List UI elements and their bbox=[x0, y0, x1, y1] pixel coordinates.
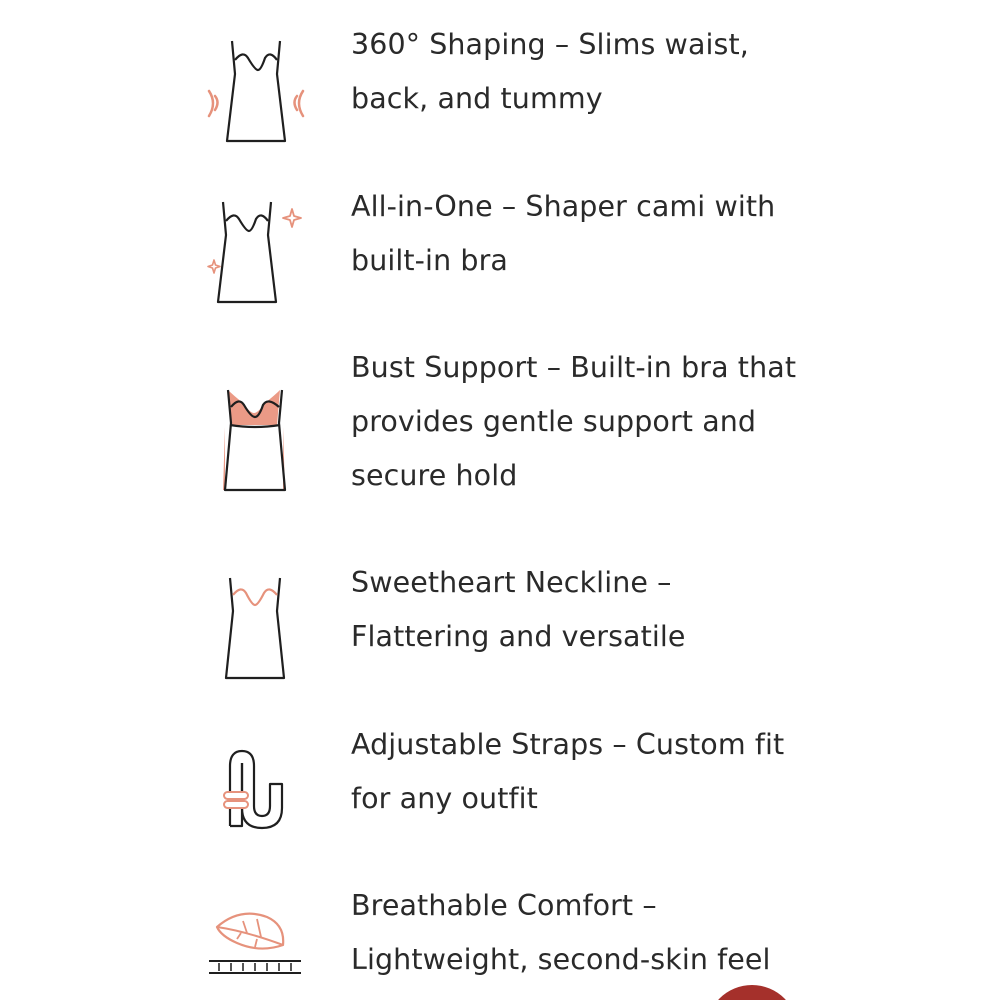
feature-icon bbox=[205, 909, 305, 1000]
feature-line: Adjustable Straps – Custom fit bbox=[351, 728, 785, 761]
feature-line: for any outfit bbox=[351, 782, 538, 815]
feature-line: back, and tummy bbox=[351, 82, 603, 115]
cami-sparkle-icon bbox=[205, 197, 305, 307]
feature-text bbox=[351, 18, 821, 126]
feature-text bbox=[351, 879, 821, 987]
feature-line: secure hold bbox=[351, 459, 518, 492]
cami-shaping-icon bbox=[205, 36, 305, 146]
feature-text bbox=[351, 341, 821, 503]
cami-bust-support-icon bbox=[205, 385, 305, 495]
chat-bubble-icon[interactable] bbox=[706, 985, 798, 1000]
feature-text bbox=[351, 180, 821, 288]
adjustable-strap-icon bbox=[205, 746, 305, 856]
feature-line: provides gentle support and bbox=[351, 405, 757, 438]
feature-line: Flattering and versatile bbox=[351, 620, 686, 653]
cami-sweetheart-neckline-icon bbox=[205, 573, 305, 683]
feature-line: Lightweight, second-skin feel bbox=[351, 943, 771, 976]
feature-line: Bust Support – Built-in bra that bbox=[351, 351, 797, 384]
feature-line: All-in-One – Shaper cami with bbox=[351, 190, 776, 223]
feature-line: 360° Shaping – Slims waist, bbox=[351, 28, 749, 61]
feature-line: Sweetheart Neckline – bbox=[351, 566, 672, 599]
feature-line: Breathable Comfort – bbox=[351, 889, 657, 922]
feature-text bbox=[351, 556, 821, 664]
feature-line: built-in bra bbox=[351, 244, 508, 277]
feature-text bbox=[351, 718, 821, 826]
